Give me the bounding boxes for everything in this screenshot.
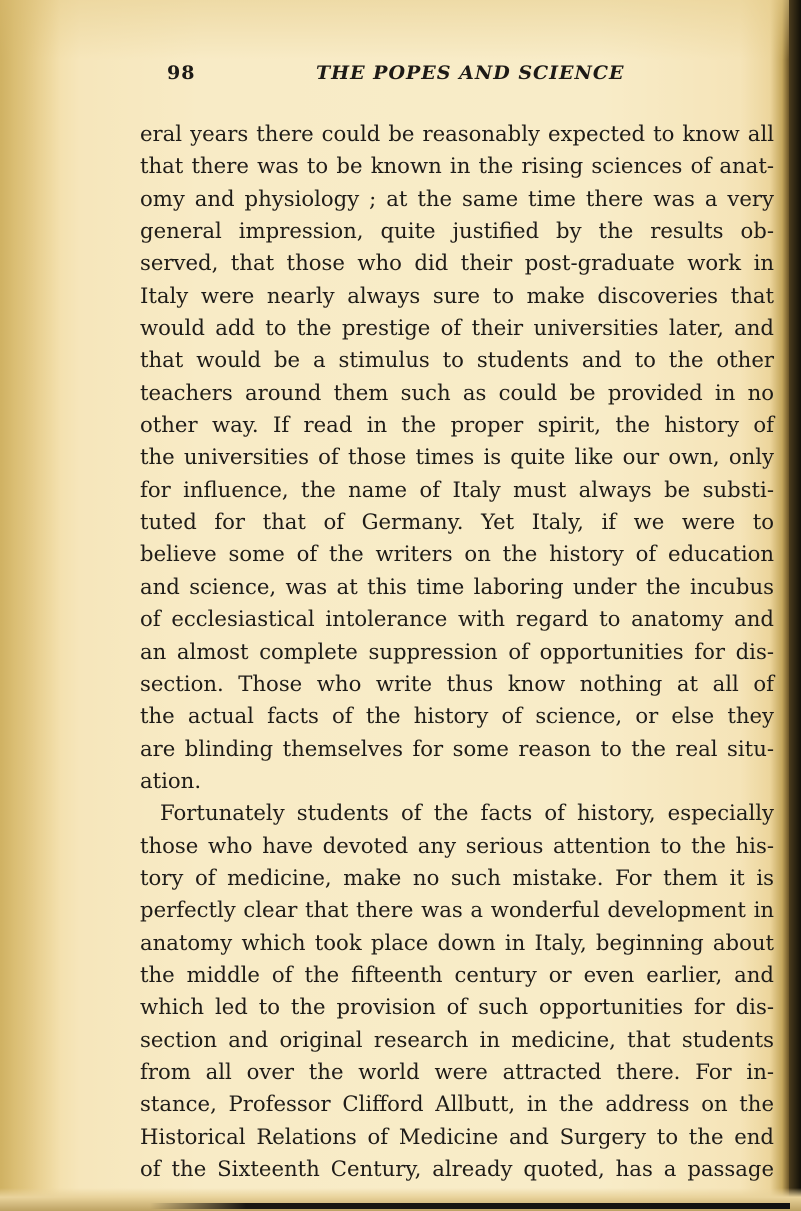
text-line: and science, was at this time laboring under the incubus xyxy=(140,573,774,599)
text-line: anatomy which took place down in Italy, beginning about xyxy=(140,929,774,955)
paragraph-end-line: ation. xyxy=(140,767,202,793)
text-line: omy and physiology ; at the same time there was a very xyxy=(140,185,774,211)
page-number: 98 xyxy=(167,62,196,84)
page-header xyxy=(0,62,801,92)
text-line: served, that those who did their post-graduate work in xyxy=(140,250,774,276)
text-line: section. Those who write thus know nothing at all of xyxy=(140,670,774,696)
running-title: THE POPES AND SCIENCE xyxy=(316,62,625,84)
text-line: an almost complete suppression of opportunities for dis- xyxy=(140,638,774,664)
text-line: believe some of the writers on the history of education xyxy=(140,541,774,567)
text-line: of the Sixteenth Century, already quoted, has a passage xyxy=(140,1156,774,1181)
text-line: eral years there could be reasonably expected to know all xyxy=(140,121,774,146)
text-line: the universities of those times is quite like our own, only xyxy=(140,444,774,470)
text-line: tuted for that of Germany. Yet Italy, if we were to xyxy=(140,509,774,535)
page-bottom-edge xyxy=(150,1203,790,1209)
text-line: general impression, quite justified by the results ob- xyxy=(140,218,774,244)
text-line: perfectly clear that there was a wonderful development in xyxy=(140,897,774,923)
text-line: those who have devoted any serious attention to the his- xyxy=(140,832,774,858)
text-line: which led to the provision of such opportunities for dis- xyxy=(140,994,774,1020)
text-line: for influence, the name of Italy must always be substi- xyxy=(140,476,774,502)
text-line: from all over the world were attracted there. For in- xyxy=(140,1058,774,1084)
text-line: of ecclesiastical intolerance with regard to anatomy and xyxy=(140,606,774,632)
paragraph-start-line: Fortunately students of the facts of history, especially xyxy=(160,800,774,826)
text-line: that would be a stimulus to students and to the other xyxy=(140,347,774,373)
text-line: that there was to be known in the rising sciences of anat- xyxy=(140,153,774,179)
text-line: Historical Relations of Medicine and Surgery to the end xyxy=(140,1123,774,1149)
text-line: the middle of the fifteenth century or even earlier, and xyxy=(140,961,774,987)
page-stain-left xyxy=(0,0,60,1211)
text-line: Italy were nearly always sure to make discoveries that xyxy=(140,282,774,308)
text-line: other way. If read in the proper spirit, the history of xyxy=(140,412,774,438)
text-line: the actual facts of the history of science, or else they xyxy=(140,703,774,729)
text-line: teachers around them such as could be provided in no xyxy=(140,379,774,405)
text-line: stance, Professor Clifford Allbutt, in the address on the xyxy=(140,1091,774,1117)
book-spine-edge xyxy=(789,0,801,1211)
text-line: section and original research in medicine, that students xyxy=(140,1026,774,1052)
body-text xyxy=(140,118,774,1185)
text-line: are blinding themselves for some reason to the real situ- xyxy=(140,735,774,761)
text-line: would add to the prestige of their universities later, and xyxy=(140,315,774,341)
page-stain-top xyxy=(0,0,801,60)
text-line: tory of medicine, make no such mistake. For them it is xyxy=(140,864,774,890)
